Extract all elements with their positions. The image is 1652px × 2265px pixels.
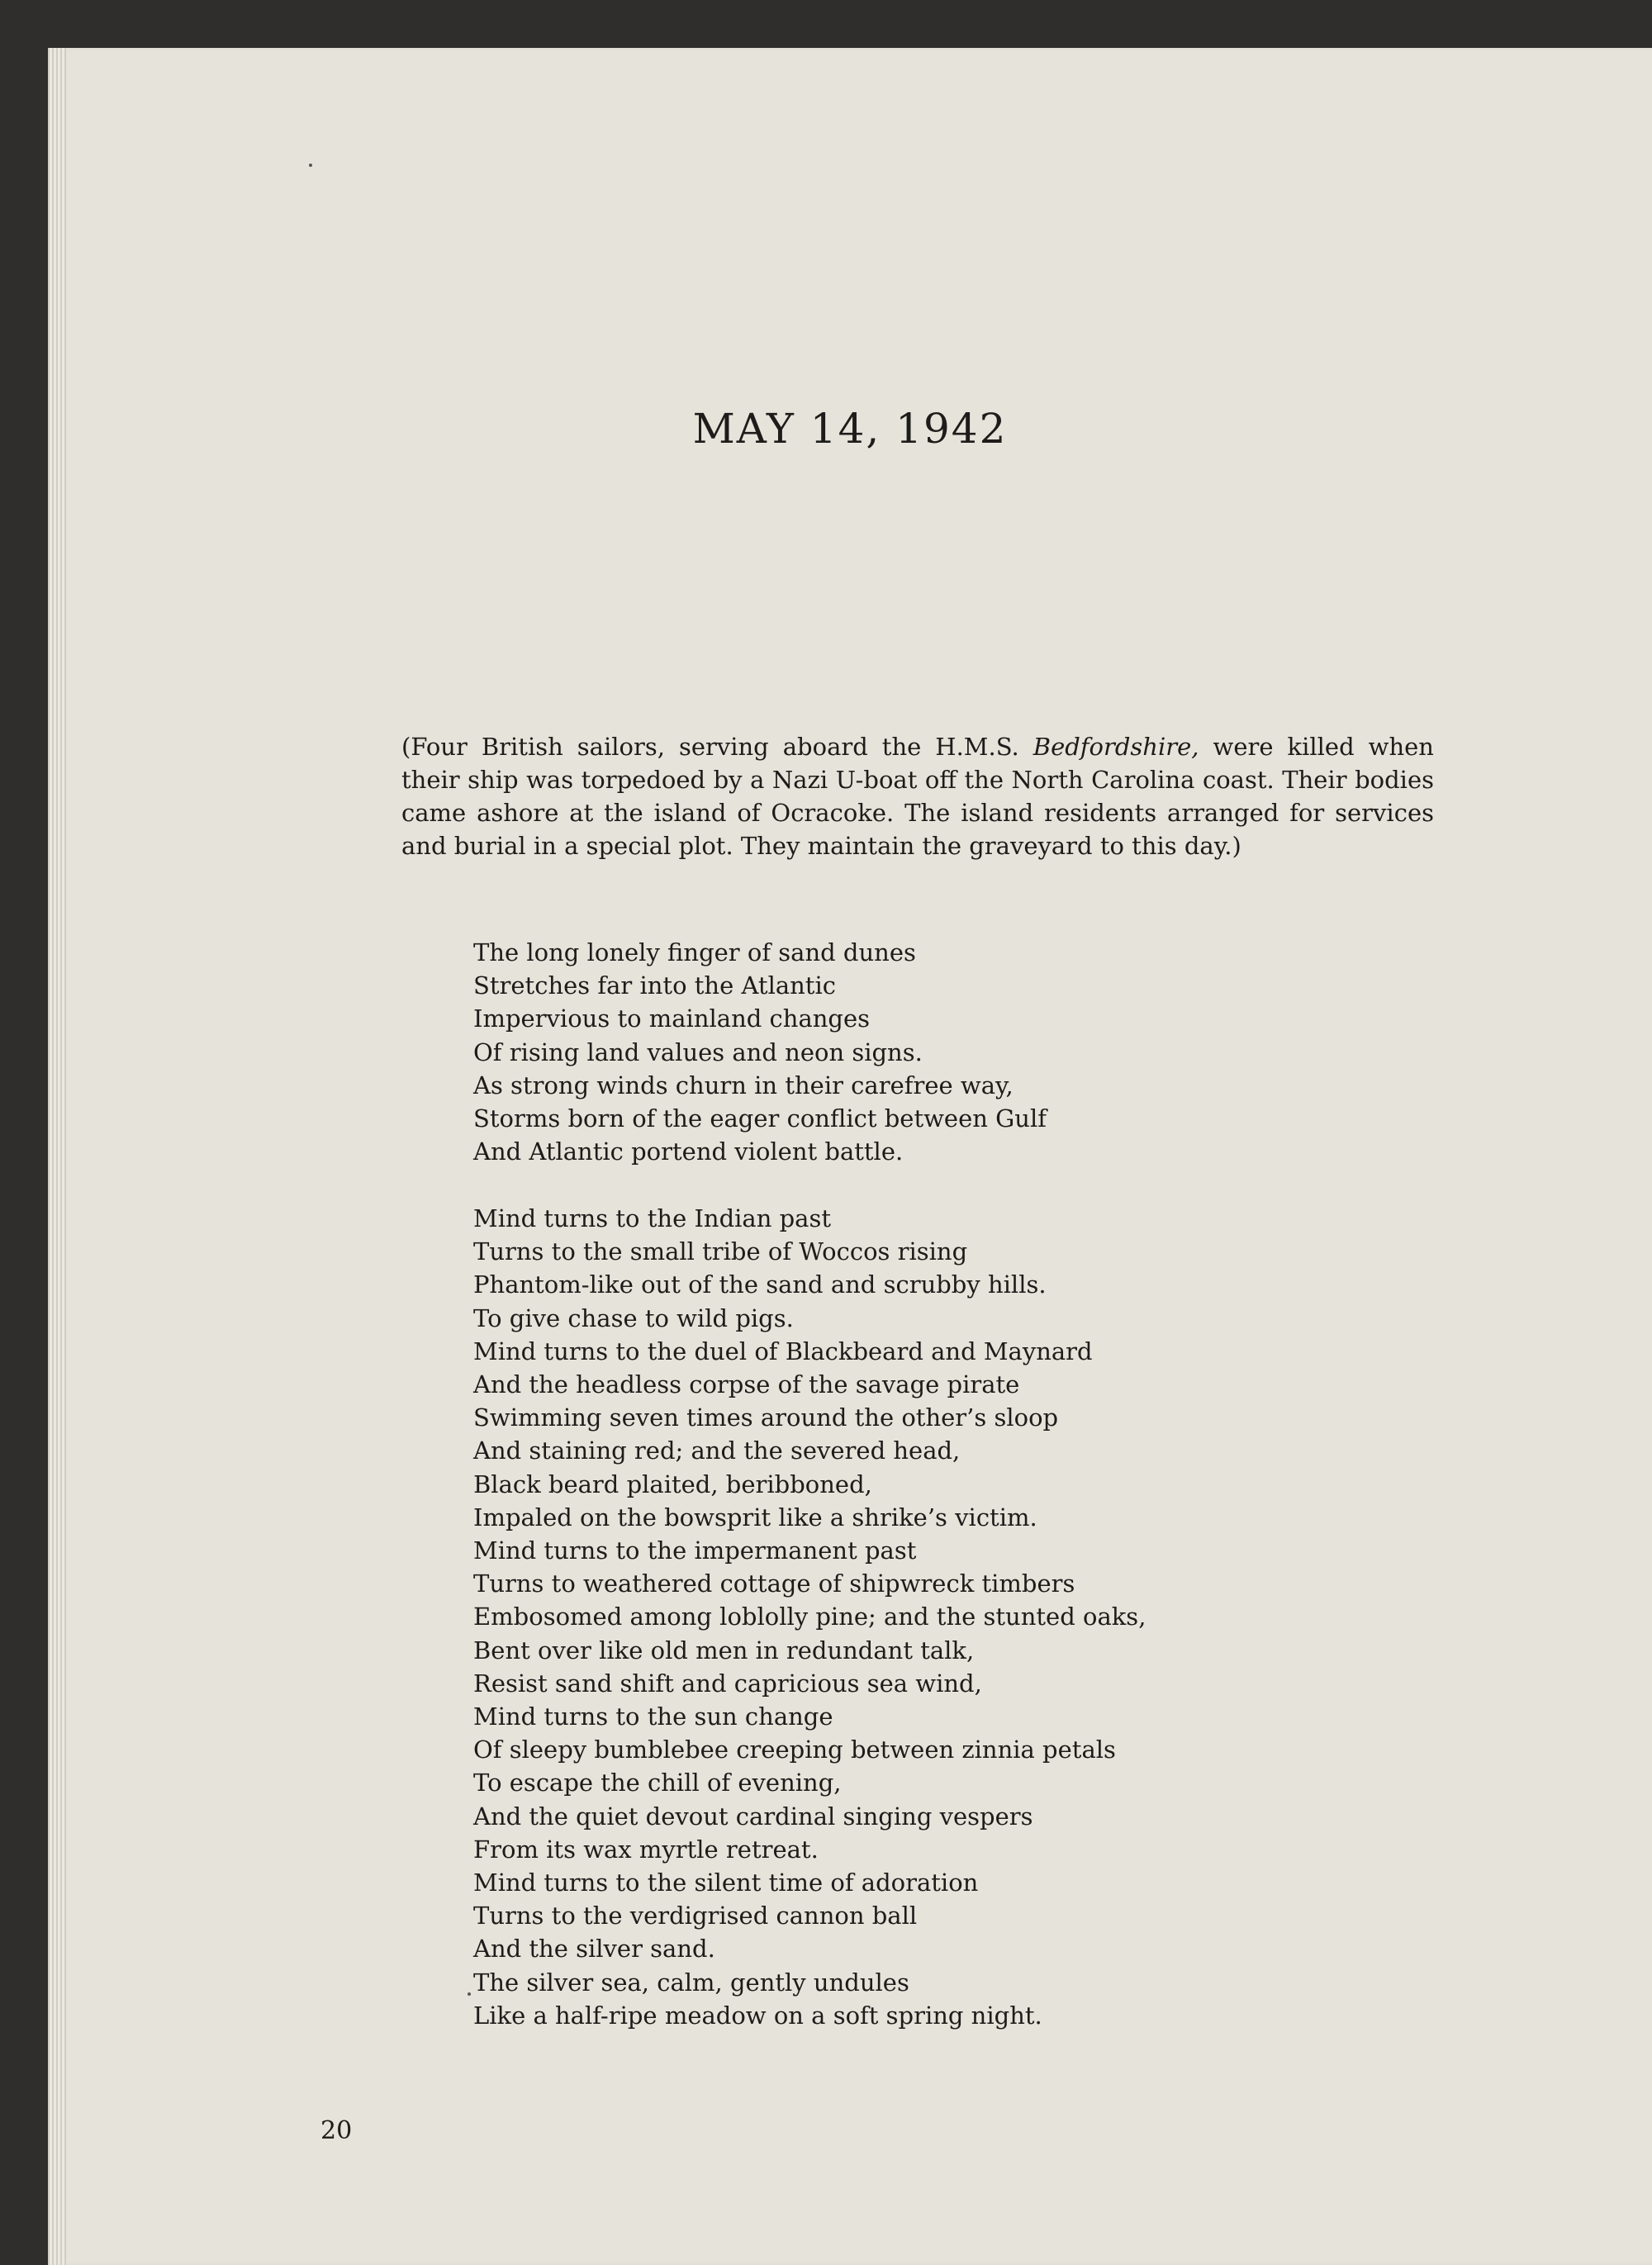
poem-line: Impaled on the bowsprit like a shrike’s victim. [473,1503,1037,1531]
intro-open: (Four British sailors, serving aboard the H.M.S. [401,733,1033,761]
poem-line: Phantom-like out of the sand and scrubby hills. [473,1270,1047,1299]
poem-line: Bent over like old men in redundant talk, [473,1636,975,1664]
poem-line: And the headless corpse of the savage pirate [473,1370,1020,1399]
poem-line: Mind turns to the Indian past [473,1204,831,1232]
poem-line: Mind turns to the sun change [473,1702,833,1731]
paper-speck [309,164,312,167]
poem-line: Embosomed among loblolly pine; and the stunted oaks, [473,1603,1146,1631]
poem-line: To give chase to wild pigs. [473,1303,794,1332]
page-number: 20 [320,2116,353,2145]
intro-note [401,730,1434,862]
poem-line: Mind turns to the duel of Blackbeard and Maynard [473,1337,1093,1365]
poem-line: Turns to the verdigrised cannon ball [473,1902,918,1930]
poem-line: Turns to the small tribe of Woccos rising [473,1237,968,1266]
poem-line: Swimming seven times around the other’s sloop [473,1403,1059,1432]
poem-line: Like a half-ripe meadow on a soft spring night. [473,2001,1042,2030]
page-edges [48,48,66,2265]
poem-line: Of sleepy bumblebee creeping between zinnia petals [473,1736,1116,1764]
poem-line: Of rising land values and neon signs. [473,1038,923,1066]
ship-name: Bedfordshire, [1032,733,1199,761]
poem-line: And the silver sand. [473,1935,715,1963]
poem-line: The silver sea, calm, gently undules [473,1968,909,1997]
poem-line: Mind turns to the impermanent past [473,1536,917,1565]
poem-stanza-2 [473,1202,1146,2032]
poem-line: And the quiet devout cardinal singing vespers [473,1802,1033,1831]
poem-stanza-1 [473,936,1047,1168]
paper-speck [468,1992,471,1996]
poem-line: Resist sand shift and capricious sea wind, [473,1669,982,1698]
poem-line: Impervious to mainland changes [473,1004,871,1033]
page-title: MAY 14, 1942 [692,405,1008,453]
poem-line: As strong winds churn in their carefree way, [473,1071,1014,1099]
poem-line: Stretches far into the Atlantic [473,971,836,1000]
poem-line: To escape the chill of evening, [473,1769,842,1797]
poem-line: Turns to weathered cottage of shipwreck timbers [473,1569,1075,1598]
poem-line: And staining red; and the severed head, [473,1436,961,1465]
poem-line: Storms born of the eager conflict between Gulf [473,1104,1047,1133]
poem-line: And Atlantic portend violent battle. [473,1137,904,1166]
poem-line: Black beard plaited, beribboned, [473,1470,872,1498]
poem-line: From its wax myrtle retreat. [473,1835,819,1864]
poem-line: Mind turns to the silent time of adoration [473,1869,979,1897]
book-page [48,48,1652,2265]
intro-rest: were killed when their ship was torpedoed by a Nazi U-boat off the North Carolina coast. Their bodies came ashore at the island of Ocracoke. The island residents arranged for services and burial in a special plot. They maintain the graveyard to this day.) [401,733,1434,860]
poem-line: The long lonely finger of sand dunes [473,938,916,966]
